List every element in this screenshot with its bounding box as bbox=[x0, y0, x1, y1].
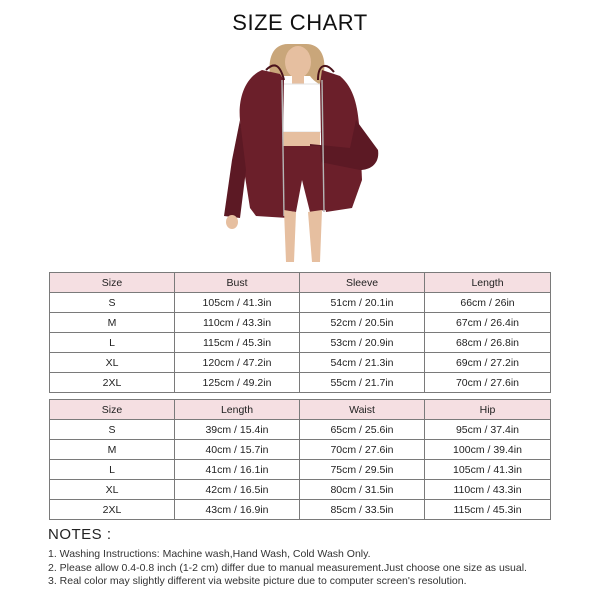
table-cell: 54cm / 21.3in bbox=[300, 353, 425, 373]
table-cell: 75cm / 29.5in bbox=[300, 460, 425, 480]
note-item: 1. Washing Instructions: Machine wash,Hand Wash, Cold Wash Only. bbox=[48, 548, 371, 560]
table-header-row bbox=[50, 273, 551, 293]
column-header: Size bbox=[50, 273, 175, 293]
table-header-row bbox=[50, 400, 551, 420]
table-cell: 70cm / 27.6in bbox=[300, 440, 425, 460]
table-cell: XL bbox=[50, 353, 175, 373]
page-title: SIZE CHART bbox=[232, 10, 368, 35]
note-item: 3. Real color may slightly different via website picture due to computer screen's resolution. bbox=[48, 575, 467, 587]
table-row bbox=[50, 440, 551, 460]
table-cell: 42cm / 16.5in bbox=[175, 480, 300, 500]
table-cell: S bbox=[50, 420, 175, 440]
table-cell: 53cm / 20.9in bbox=[300, 333, 425, 353]
column-header: Hip bbox=[425, 400, 551, 420]
column-header: Bust bbox=[175, 273, 300, 293]
column-header: Sleeve bbox=[300, 273, 425, 293]
table-cell: 95cm / 37.4in bbox=[425, 420, 551, 440]
table-cell: 51cm / 20.1in bbox=[300, 293, 425, 313]
table-cell: 43cm / 16.9in bbox=[175, 500, 300, 520]
table-cell: 39cm / 15.4in bbox=[175, 420, 300, 440]
size-table-top bbox=[49, 272, 551, 393]
table-cell: 105cm / 41.3in bbox=[425, 460, 551, 480]
table-cell: 120cm / 47.2in bbox=[175, 353, 300, 373]
table-cell: M bbox=[50, 440, 175, 460]
table-cell: 66cm / 26in bbox=[425, 293, 551, 313]
table-cell: 125cm / 49.2in bbox=[175, 373, 300, 393]
model-illustration bbox=[210, 40, 390, 265]
table-cell: 105cm / 41.3in bbox=[175, 293, 300, 313]
table-row bbox=[50, 293, 551, 313]
table-cell: 115cm / 45.3in bbox=[175, 333, 300, 353]
table-cell: 115cm / 45.3in bbox=[425, 500, 551, 520]
table-cell: 41cm / 16.1in bbox=[175, 460, 300, 480]
size-table-bottom bbox=[49, 399, 551, 520]
table-cell: 55cm / 21.7in bbox=[300, 373, 425, 393]
table-cell: 2XL bbox=[50, 500, 175, 520]
table-cell: XL bbox=[50, 480, 175, 500]
table-row bbox=[50, 353, 551, 373]
table-row bbox=[50, 373, 551, 393]
column-header: Length bbox=[175, 400, 300, 420]
table-cell: 67cm / 26.4in bbox=[425, 313, 551, 333]
table-cell: 69cm / 27.2in bbox=[425, 353, 551, 373]
table-cell: L bbox=[50, 333, 175, 353]
table-cell: 110cm / 43.3in bbox=[425, 480, 551, 500]
table-row bbox=[50, 500, 551, 520]
table-row bbox=[50, 313, 551, 333]
column-header: Size bbox=[50, 400, 175, 420]
table-cell: 80cm / 31.5in bbox=[300, 480, 425, 500]
notes-heading: NOTES : bbox=[48, 526, 112, 543]
note-item: 2. Please allow 0.4-0.8 inch (1-2 cm) differ due to manual measurement.Just choose one size as usual. bbox=[48, 561, 527, 574]
table-cell: M bbox=[50, 313, 175, 333]
table-row bbox=[50, 480, 551, 500]
table-cell: 100cm / 39.4in bbox=[425, 440, 551, 460]
table-cell: 110cm / 43.3in bbox=[175, 313, 300, 333]
column-header: Length bbox=[425, 273, 551, 293]
table-cell: 85cm / 33.5in bbox=[300, 500, 425, 520]
model-photo bbox=[210, 40, 390, 265]
table-row bbox=[50, 420, 551, 440]
table-row bbox=[50, 333, 551, 353]
table-cell: 70cm / 27.6in bbox=[425, 373, 551, 393]
table-cell: S bbox=[50, 293, 175, 313]
column-header: Waist bbox=[300, 400, 425, 420]
table-cell: 40cm / 15.7in bbox=[175, 440, 300, 460]
table-cell: L bbox=[50, 460, 175, 480]
notes-section bbox=[48, 526, 588, 589]
table-cell: 68cm / 26.8in bbox=[425, 333, 551, 353]
table-cell: 52cm / 20.5in bbox=[300, 313, 425, 333]
table-cell: 2XL bbox=[50, 373, 175, 393]
table-row bbox=[50, 460, 551, 480]
table-cell: 65cm / 25.6in bbox=[300, 420, 425, 440]
